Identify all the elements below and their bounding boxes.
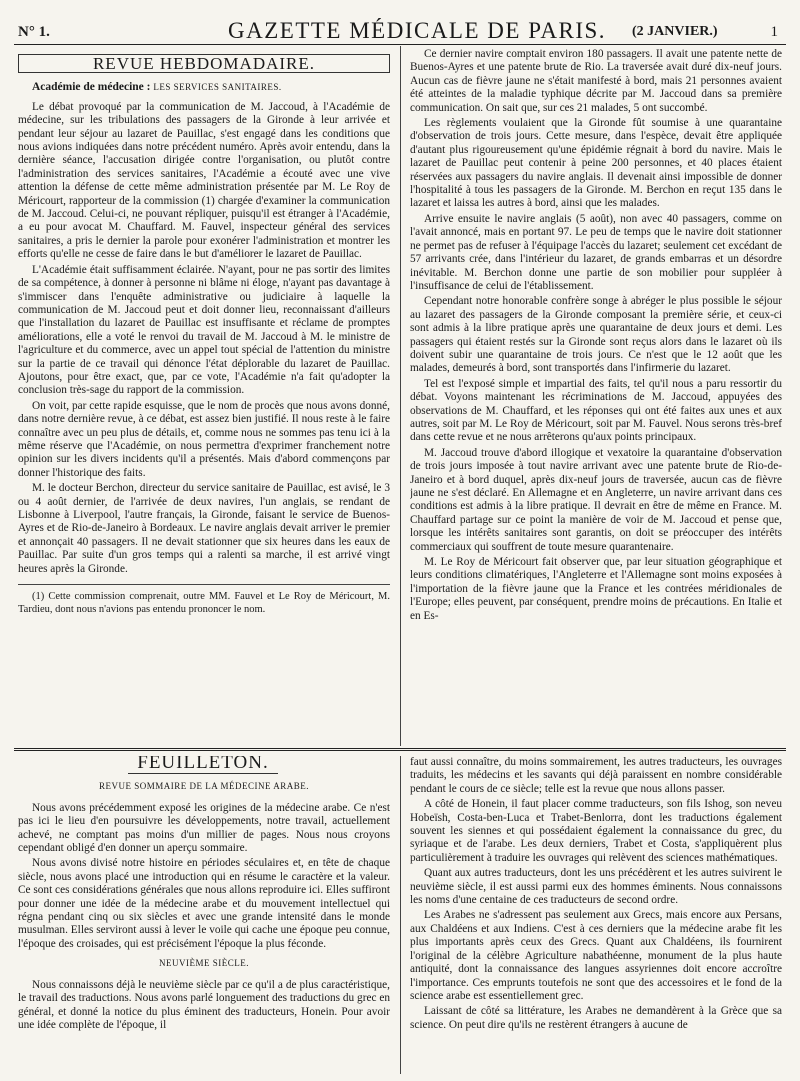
paragraph: faut aussi connaître, du moins sommairement, les autres traducteurs, les ouvrages traduits, les médecins et les savants qui déjà paraissent en nombre considérable pendant le cours de ce siècle; telle est la revue que nous allons passer.: [410, 756, 782, 795]
revue-left-column: [18, 48, 390, 746]
paragraph: M. le docteur Berchon, directeur du service sanitaire de Pauillac, est avisé, le 3 ou 4 août dernier, de l'arrivée de deux navires, l'un anglais, se rendant de Lisbonne à Liverpool, l'autre français, la Gironde, faisant le service de Buenos-Ayres et de Rio-de-Janeiro à Bordeaux. Le navire anglais devait arriver le premier et annonçait 40 passagers. Il ne devait stationner que six heures dans les eaux de Pauillac. Par suite d'un gros temps qui a ralenti sa marche, il est arrivé vingt heures après la Gironde.: [18, 482, 390, 575]
column-divider-lower: [400, 756, 401, 1074]
newspaper-page: [14, 4, 786, 1076]
paragraph: M. Jaccoud trouve d'abord illogique et vexatoire la quarantaine d'observation de trois jours imposée à tout navire arrivant avec une patente brute de Rio-de-Janeiro et à bord duquel, après dix-neuf jours de traversée, aucun cas de fièvre jaune ne s'est déclaré. En Allemagne et en Angleterre, un navire arrivant dans ces conditions est admis à la libre pratique. Il devrait en être de même en France. M. Chauffard partage sur ce point la manière de voir de M. Jaccoud et pense que, lorsque les intérêts sanitaires sont garantis, on doit se préoccuper des intérêts commerciaux qui souffrent de toute mesure quarantenaire.: [410, 446, 782, 553]
paragraph: Le débat provoqué par la communication de M. Jaccoud, à l'Académie de médecine, sur les tribulations des passagers de la Gironde à leur arrivée et pendant leur séjour au lazaret de Pauillac, s'est engagé dans les conditions que nous avions indiquées dans notre précédent numéro. Après avoir entendu, dans la dernière séance, l'accusation dirigée contre l'organisation, ou plutôt contre l'administration des services sanitaires, l'Académie a écouté avec une vive attention la défense de cette même administration présentée par M. Le Roy de Méricourt, rapporteur de la commission (1) chargée d'examiner la communication de M. Jaccoud. Celui-ci, ne pouvant répliquer, puisqu'il est étranger à l'Académie, a eu pour avocat M. Chauffard. M. Fauvel, inspecteur général des services sanitaires, a pris le dernier la parole pour exonérer l'administration et montrer les efforts qu'elle ne cesse de faire dans le but d'améliorer le lazaret de Pauillac.: [18, 100, 390, 261]
paragraph: Nous avons précédemment exposé les origines de la médecine arabe. Ce n'est pas ici le lieu d'en poursuivre les développements, notre travail, actuellement achevé, ne comptant pas moins d'un millier de pages. Nous nous croyons cependant obligé d'en donner un aperçu sommaire.: [18, 801, 390, 855]
academie-section-heading: [32, 81, 390, 94]
feuilleton-subheading: REVUE SOMMAIRE DE LA MÉDECINE ARABE.: [98, 781, 309, 792]
feuilleton-right-column: [410, 756, 782, 1074]
revue-heading: REVUE HEBDOMADAIRE.: [18, 54, 390, 73]
footnote-text: (1) Cette commission comprenait, outre MM. Fauvel et Le Roy de Méricourt, M. Tardieu, dont nous n'avions pas entendu prononcer le nom.: [18, 591, 390, 615]
paragraph: Cependant notre honorable confrère songe à abréger le plus possible le séjour au lazaret des passagers de la Gironde composant la première série, et ceux-ci sont admis à la libre pratique après une quarantaine de deux jours et demi. Les passagers qui étaient restés sur la Gironde sont reçus alors dans le lazaret où ils doivent subir une quarantaine de trois jours. Ce n'est que le 12 août que les malades, demeurés à bord, sont transportés dans l'infirmerie du lazaret.: [410, 295, 782, 375]
section-heading-ninth-century: NEUVIÈME SIÈCLE.: [159, 958, 249, 969]
section-subtitle: LES SERVICES SANITAIRES.: [153, 82, 282, 93]
paragraph: On voit, par cette rapide esquisse, que le nom de procès que nous avons donné, dans notre dernière revue, à ce débat, est assez bien justifié. Il nous reste à le faire connaître avec un peu plus de détails, et, comme nous ne sommes pas tenu ici à la même réserve que l'Académie, on nous permettra d'exprimer franchement notre opinion sur les divers incidents qu'il a présentés. Mais d'abord commençons par donner l'historique des faits.: [18, 399, 390, 479]
paragraph: Quant aux autres traducteurs, dont les uns précédèrent et les autres suivirent le neuvième siècle, il est aussi parmi eux des hommes éminents. Nous connaissons les noms d'une centaine de ces traducteurs de second ordre.: [410, 867, 782, 907]
revue-right-column: [410, 48, 782, 746]
paragraph: Nous connaissons déjà le neuvième siècle par ce qu'il a de plus caractéristique, le travail des traductions. Nous avons parlé longuement des traductions du grec en général, et donné la notice du plus éminent des traducteurs, Honein. Pour avoir une idée complète de l'époque, il: [18, 978, 390, 1031]
footnote: [18, 584, 390, 616]
paragraph: Laissant de côté sa littérature, les Arabes ne demandèrent à la Grèce que sa science. On peut dire qu'ils ne restèrent étrangers à aucune de: [410, 1005, 782, 1031]
paragraph: Les règlements voulaient que la Gironde fût soumise à une quarantaine d'observation de trois jours. Cette mesure, dans l'espèce, devait être appliquée d'autant plus rigoureusement qu'une épidémie régnait à bord du navire. Mais le lazaret de Pauillac peut contenir à peine 200 personnes, et 40 places étaient réservées aux passagers du navire anglais. Il devenait ainsi impossible de donner l'hospitalité à tous les passagers de la Gironde. M. Berchon en reçut 135 dans le lazaret et laissa les autres à bord, ainsi que les malades.: [410, 117, 782, 210]
feuilleton-left-column: [18, 756, 390, 1074]
paragraph: M. Le Roy de Méricourt fait observer que, par leur situation géographique et leurs conditions climatériques, l'Angleterre et l'Allemagne sont moins exposées à l'importation de la fièvre jaune que la France et les contrées méridionales de l'Europe; elles peuvent, par conséquent, prendre moins de précautions. En Italie et en Es-: [410, 556, 782, 622]
feuilleton-heading: FEUILLETON.: [128, 756, 278, 774]
feuilleton-separator: [14, 748, 786, 751]
paragraph: A côté de Honein, il faut placer comme traducteurs, son fils Ishog, son neveu Hobeïsh, Costa-ben-Luca et Trabet-Benlorra, dont les traductions également souvent les siennes et qui possédaient également la connaissance du grec, du syriaque et de l'arabe. Les deux derniers, Trabet et Costa, s'appliquèrent plus particulièrement à traduire les ouvrages qui relèvent des sciences mathématiques.: [410, 798, 782, 864]
column-divider-upper: [400, 46, 401, 746]
paragraph: Les Arabes ne s'adressent pas seulement aux Grecs, mais encore aux Persans, aux Chaldéens et aux Indiens. C'est à ces derniers que la médecine arabe fit les plus importants après ceux des Grecs. Quant aux Chaldéens, ils fournirent l'original de la célèbre Agriculture nabathéenne, monument de la plus haute antiquité, dont la connaissance des langues assyriennes doit encore accroître l'importance. Ces emprunts toutefois ne sont que des accessoires et le fond de la science arabe est essentiellement grec.: [410, 909, 782, 1002]
newspaper-title: GAZETTE MÉDICALE DE PARIS.: [228, 18, 607, 43]
paragraph: Nous avons divisé notre histoire en périodes séculaires et, en tête de chaque siècle, nous avons placé une introduction qui en résume le caractère et la valeur. Ce sont ces considérations générales que nous allons reproduire ici. Elles suffiront pour donner une idée de la médecine arabe et du mouvement intellectuel qui régna pendant cinq ou six siècles et avec une grande intensité dans le monde musulman. Elles serviront aussi à lever le voile qui cache une époque peu connue, l'époque des croisades, qui est précisément l'époque la plus féconde.: [18, 857, 390, 950]
issue-number: N° 1.: [18, 24, 50, 40]
issue-date: (2 JANVIER.): [632, 24, 718, 39]
paragraph: Arrive ensuite le navire anglais (5 août), non avec 40 passagers, comme on l'avait annoncé, mais en portant 97. Le peu de temps que le navire doit stationner ne permet pas de refuser à l'équipage l'accès du lazaret; seulement cet excédant de 57 arrivants crée, dans l'intérieur du lazaret, de grands embarras et un désordre inévitable. M. Berchon donne une partie de son mobilier pour suppléer à l'insuffisance de celui de l'établissement.: [410, 212, 782, 292]
paragraph: L'Académie était suffisamment éclairée. N'ayant, pour ne pas sortir des limites de sa compétence, à donner à personne ni blâme ni éloge, n'ayant pas davantage à s'immiscer dans l'enquête administrative ou judiciaire à laquelle la communication de M. Jaccoud peut et doit donner lieu, reconnaissant d'ailleurs que l'installation du lazaret de Pauillac est insuffisante et réclame de promptes améliorations, elle a voté le renvoi du travail de M. Jaccoud à M. le ministre de l'agriculture et du commerce, avec un appel tout spécial de l'attention du ministre sur la partie de ce travail qui dénonce l'état déplorable du lazaret de Pauillac. Ajoutons, pour être exact, que, par ce vote, l'Académie n'a fait qu'adopter la conclusion très-sage du rapport de la commission.: [18, 263, 390, 397]
masthead-rule: [14, 44, 786, 45]
paragraph: Tel est l'exposé simple et impartial des faits, tel qu'il nous a paru ressortir du débat. Voyons maintenant les récriminations de M. Jaccoud, appuyées des observations de M. Chauffard, et les réponses qui ont été faites aux unes et aux autres, soit par M. Le Roy de Méricourt, soit par M. Fauvel. Nous serons très-bref dans cette revue et ne nous arrêterons qu'aux points principaux.: [410, 377, 782, 444]
page-number: 1: [770, 24, 778, 40]
section-title: Académie de médecine :: [32, 81, 151, 94]
paragraph: Ce dernier navire comptait environ 180 passagers. Il avait une patente nette de Buenos-Ayres et une patente brute de Rio. La traversée avait duré dix-neuf jours. Aucun cas de fièvre jaune ne s'était manifesté à bord, mais 21 personnes avaient été atteintes de la maladie typhique décrite par M. Jaccoud dans sa première communication. On sait que, sur ces 21 malades, 5 ont succombé.: [410, 48, 782, 114]
masthead: [14, 4, 786, 43]
